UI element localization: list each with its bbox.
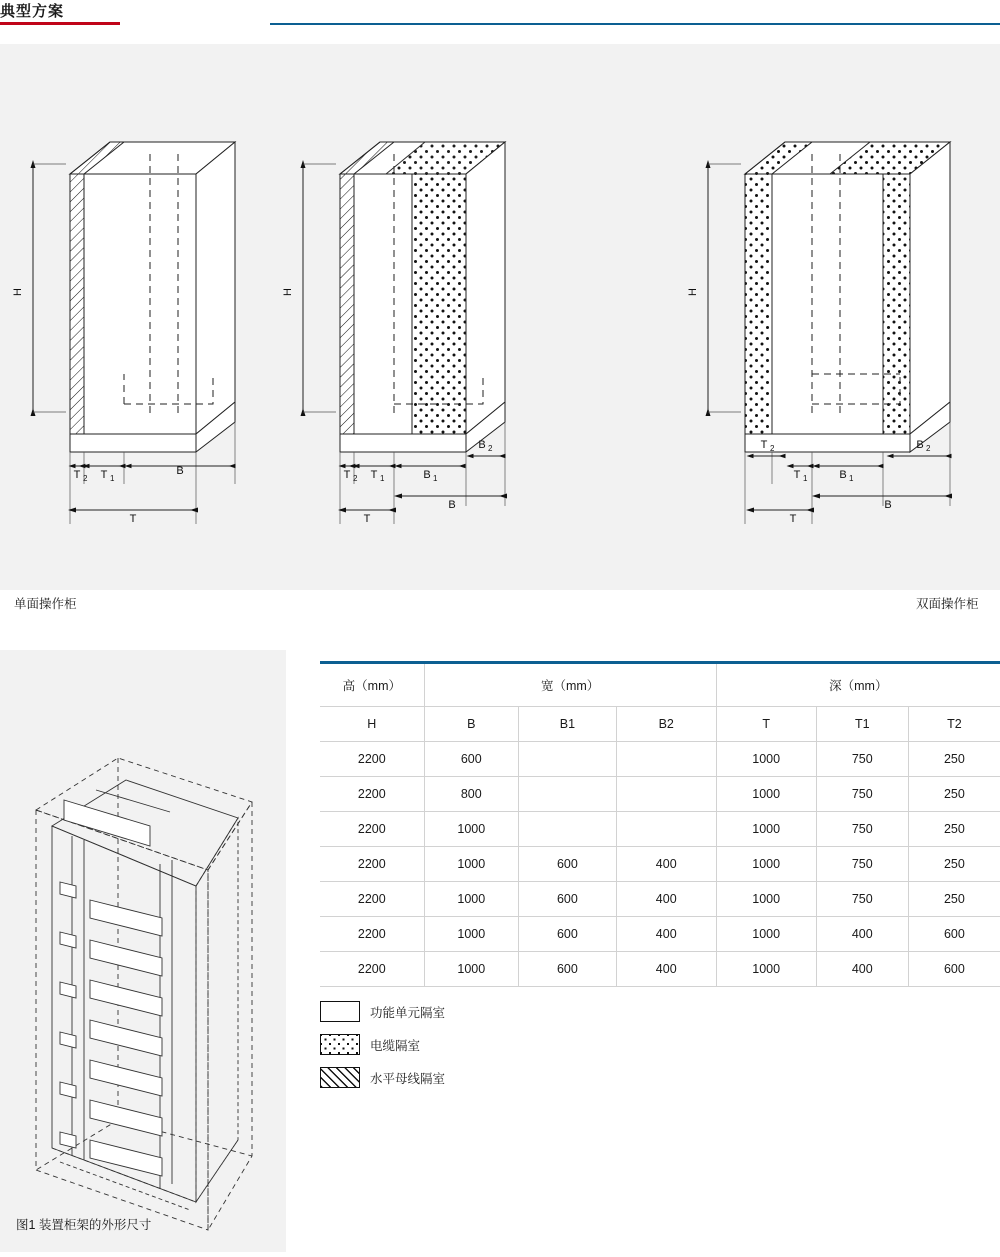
- table-row: [320, 777, 1000, 812]
- legend-label: 水平母线隔室: [370, 1071, 446, 1086]
- figure-caption: 图1 装置柜架的外形尺寸: [16, 1218, 152, 1232]
- cabinet-frame-detail-diagram: [0, 650, 286, 1252]
- page-header: [0, 0, 1000, 26]
- svg-text:1: 1: [110, 474, 115, 483]
- cell-b: 1000: [424, 812, 518, 847]
- cell-h: 2200: [320, 882, 424, 917]
- svg-text:T: T: [370, 469, 378, 481]
- cell-b1: 600: [518, 952, 616, 987]
- cell-h: 2200: [320, 847, 424, 882]
- cell-b: 1000: [424, 917, 518, 952]
- column-header-b2: B2: [616, 707, 716, 742]
- svg-text:2: 2: [770, 444, 775, 453]
- svg-text:B: B: [448, 499, 456, 511]
- legend-label: 功能单元隔室: [370, 1005, 446, 1020]
- cabinet-isometric-diagram: [0, 44, 1000, 590]
- blank-swatch-icon: [320, 1001, 360, 1022]
- cell-t2: 600: [908, 917, 1000, 952]
- svg-text:H: H: [687, 288, 699, 296]
- header-blue-bar: [270, 23, 1000, 25]
- svg-text:T: T: [793, 469, 801, 481]
- table-row: [320, 917, 1000, 952]
- cell-t1: 750: [816, 742, 908, 777]
- svg-text:2: 2: [83, 474, 88, 483]
- column-header-t2: T2: [908, 707, 1000, 742]
- cell-t2: 250: [908, 812, 1000, 847]
- cell-t1: 400: [816, 952, 908, 987]
- svg-text:T: T: [789, 513, 797, 525]
- cell-t2: 250: [908, 777, 1000, 812]
- svg-text:B: B: [176, 465, 184, 477]
- cell-t2: 600: [908, 952, 1000, 987]
- svg-text:2: 2: [926, 444, 931, 453]
- svg-text:1: 1: [380, 474, 385, 483]
- svg-text:B: B: [884, 499, 892, 511]
- table-body: [320, 742, 1000, 987]
- svg-text:2: 2: [488, 444, 493, 453]
- hatched-swatch-icon: [320, 1067, 360, 1088]
- cell-b1: [518, 812, 616, 847]
- cell-t2: 250: [908, 742, 1000, 777]
- cell-b1: 600: [518, 882, 616, 917]
- table-row: [320, 847, 1000, 882]
- cell-b: 600: [424, 742, 518, 777]
- cell-b1: [518, 742, 616, 777]
- svg-text:1: 1: [433, 474, 438, 483]
- cell-t: 1000: [716, 777, 816, 812]
- svg-text:1: 1: [803, 474, 808, 483]
- legend-item-cable-compartment: [320, 1028, 720, 1061]
- svg-text:T: T: [100, 469, 108, 481]
- svg-text:T: T: [73, 469, 81, 481]
- svg-text:T: T: [129, 513, 137, 525]
- table-row: [320, 812, 1000, 847]
- cabinet-isometric-figure-panel: [0, 44, 1000, 611]
- cell-t1: 400: [816, 917, 908, 952]
- cell-h: 2200: [320, 917, 424, 952]
- cabinet-double-front: [708, 142, 950, 524]
- legend-item-horizontal-busbar: [320, 1061, 720, 1094]
- cell-h: 2200: [320, 812, 424, 847]
- table-group-header-row: [320, 663, 1000, 707]
- column-header-b1: B1: [518, 707, 616, 742]
- cell-b: 800: [424, 777, 518, 812]
- cell-t1: 750: [816, 777, 908, 812]
- table-head: [320, 663, 1000, 742]
- column-header-h: H: [320, 707, 424, 742]
- cell-t: 1000: [716, 847, 816, 882]
- table-column-header-row: [320, 707, 1000, 742]
- table-row: [320, 742, 1000, 777]
- cell-t: 1000: [716, 812, 816, 847]
- cell-t2: 250: [908, 847, 1000, 882]
- cabinet-single-with-cable: [303, 142, 505, 524]
- dimensions-table-wrapper: [320, 661, 1000, 987]
- dimensions-table: [320, 661, 1000, 987]
- cell-b: 1000: [424, 847, 518, 882]
- svg-text:T: T: [760, 439, 768, 451]
- cell-t1: 750: [816, 812, 908, 847]
- column-header-t: T: [716, 707, 816, 742]
- legend: [320, 995, 720, 1094]
- cell-t: 1000: [716, 742, 816, 777]
- svg-text:H: H: [12, 288, 24, 296]
- group-header-width: 宽（mm）: [424, 663, 716, 707]
- cell-b2: 400: [616, 952, 716, 987]
- cell-t: 1000: [716, 952, 816, 987]
- cell-b: 1000: [424, 882, 518, 917]
- table-row: [320, 882, 1000, 917]
- cell-b2: 400: [616, 882, 716, 917]
- table-row: [320, 952, 1000, 987]
- cell-b: 1000: [424, 952, 518, 987]
- cell-h: 2200: [320, 742, 424, 777]
- cell-t2: 250: [908, 882, 1000, 917]
- caption-double-operation-cabinet: 双面操作柜: [916, 597, 979, 611]
- dotted-swatch-icon: [320, 1034, 360, 1055]
- cell-b1: 600: [518, 917, 616, 952]
- cabinet-frame-detail-panel: [0, 650, 286, 1252]
- svg-text:1: 1: [849, 474, 854, 483]
- cell-b2: 400: [616, 917, 716, 952]
- cell-b2: [616, 777, 716, 812]
- svg-text:2: 2: [353, 474, 358, 483]
- svg-text:B: B: [916, 439, 924, 451]
- cell-t: 1000: [716, 917, 816, 952]
- cabinet-single-front: [33, 142, 235, 524]
- column-header-b: B: [424, 707, 518, 742]
- svg-text:T: T: [343, 469, 351, 481]
- cell-t1: 750: [816, 847, 908, 882]
- column-header-t1: T1: [816, 707, 908, 742]
- cell-b2: 400: [616, 847, 716, 882]
- svg-text:T: T: [363, 513, 371, 525]
- cell-b1: [518, 777, 616, 812]
- legend-label: 电缆隔室: [370, 1038, 421, 1053]
- header-red-bar: [0, 22, 120, 25]
- cell-t1: 750: [816, 882, 908, 917]
- caption-single-operation-cabinet: 单面操作柜: [14, 597, 77, 611]
- group-header-depth: 深（mm）: [716, 663, 1000, 707]
- svg-text:B: B: [423, 469, 431, 481]
- cell-b2: [616, 742, 716, 777]
- page-title: 典型方案: [0, 3, 65, 20]
- svg-text:B: B: [839, 469, 847, 481]
- cell-h: 2200: [320, 952, 424, 987]
- cell-h: 2200: [320, 777, 424, 812]
- cell-b2: [616, 812, 716, 847]
- cell-t: 1000: [716, 882, 816, 917]
- cell-b1: 600: [518, 847, 616, 882]
- svg-text:B: B: [478, 439, 486, 451]
- svg-text:H: H: [282, 288, 294, 296]
- group-header-height: 高（mm）: [320, 663, 424, 707]
- legend-item-functional-unit: [320, 995, 720, 1028]
